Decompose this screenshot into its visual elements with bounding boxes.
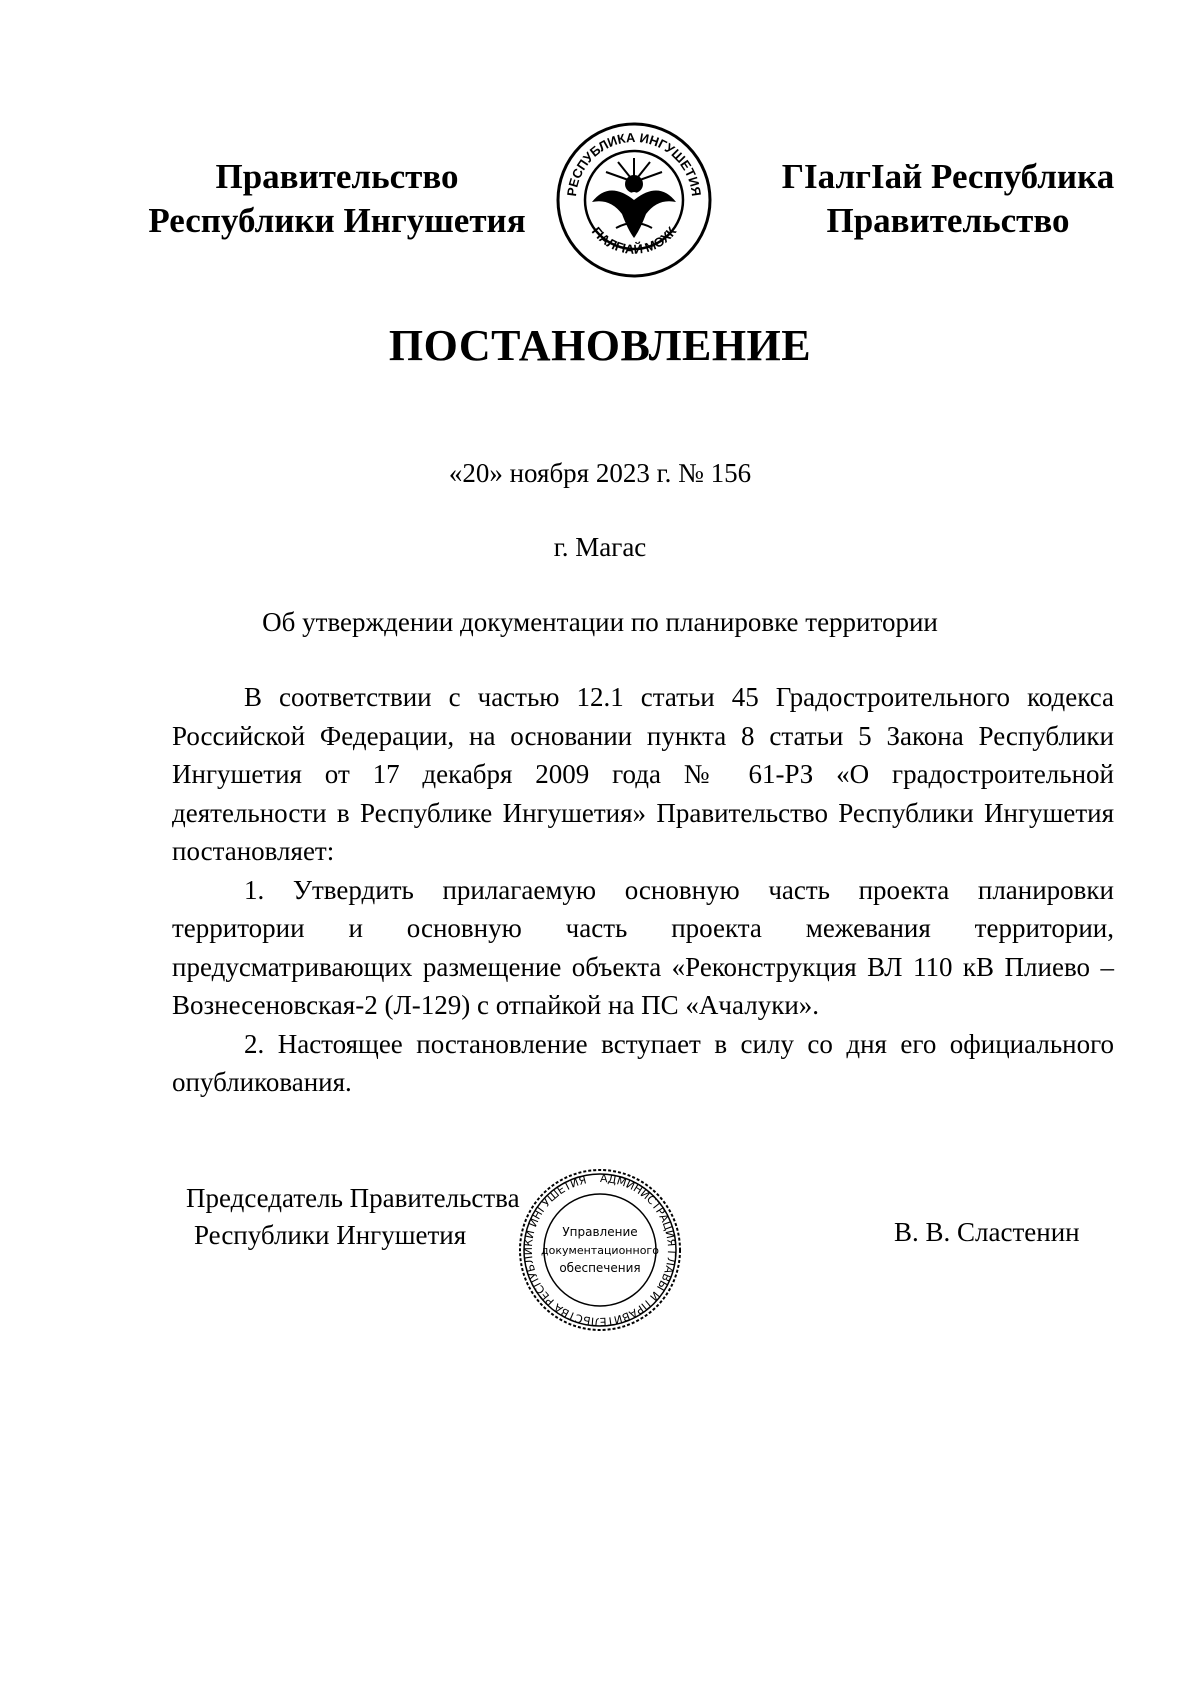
signatory-name: В. В. Сластенин <box>894 1217 1080 1247</box>
stamp-center-line1: Управление <box>562 1225 638 1239</box>
signatory-position-line1: Председатель Правительства <box>186 1183 520 1213</box>
clause-2-paragraph: 2. Настоящее постановление вступает в силу со дня его официального опубликования. <box>172 1028 1114 1097</box>
header-right-block <box>748 155 1148 243</box>
stamp-center-line2: документационного <box>541 1244 659 1257</box>
preamble-paragraph: В соответствии с частью 12.1 статьи 45 Градостроительного кодекса Российской Федерации, на основании пункта 8 статьи 5 Закона Республики Ингушетия от 17 декабря 2009 года № 61-РЗ «О градостроительной деятельности в Республике Ингушетия» Правительство Республики Ингушетия постановляет: <box>172 682 1114 866</box>
official-stamp <box>514 1164 686 1336</box>
document-city: г. Магас <box>553 532 647 562</box>
clause-1-paragraph: 1. Утвердить прилагаемую основную часть проекта планировки территории и основную часть проекта межевания территории, предусматривающих размещение объекта «Реконструкция ВЛ 110 кВ Плиево – Вознесеновская-2 (Л-129) с отпайкой на ПС «Ачалуки». <box>172 874 1114 1020</box>
stamp-ring-text: АДМИНИСТРАЦИЯ ГЛАВЫ И ПРАВИТЕЛЬСТВА РЕСПУБЛИКИ ИНГУШЕТИЯ <box>521 1171 679 1329</box>
signatory-position <box>186 1180 520 1254</box>
emblem-bottom-text: ГIАЛГIАЙ МОХК <box>588 223 680 257</box>
coat-of-arms-emblem <box>554 120 714 280</box>
document-title: ПОСТАНОВЛЕНИЕ <box>388 321 812 370</box>
document-date-number: «20» ноября 2023 г. № 156 <box>448 458 752 488</box>
header-left-line2: Республики Ингушетия <box>148 201 526 240</box>
header-right-line2: Правительство <box>826 201 1070 240</box>
document-body <box>172 678 1114 1102</box>
header-left-block <box>137 155 537 243</box>
header-left-line1: Правительство <box>215 157 459 196</box>
emblem-top-text: РЕСПУБЛИКА ИНГУШЕТИЯ <box>564 129 704 198</box>
stamp-center-line3: обеспечения <box>559 1261 641 1275</box>
header-right-line1: ГIалгIай Республика <box>781 157 1115 196</box>
document-subject: Об утверждении документации по планировке территории <box>262 607 938 637</box>
signatory-position-line2: Республики Ингушетия <box>194 1220 467 1250</box>
